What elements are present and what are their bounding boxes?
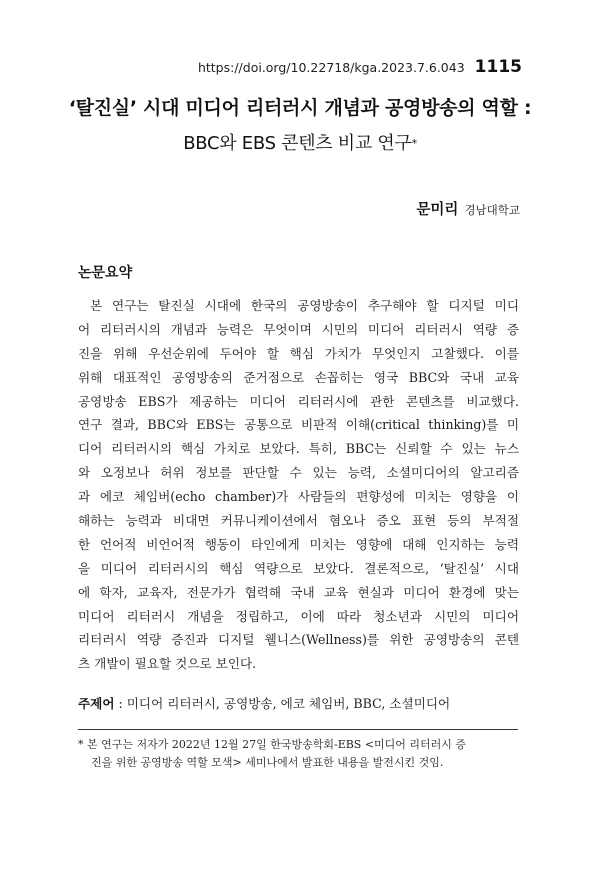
abstract-line: 위해 대표적인 공영방송의 준거점으로 손꼽히는 영국 BBC와 국내 교육 (78, 369, 519, 385)
abstract-line: 진을 위해 우선순위에 두어야 할 핵심 가치가 무엇인지 고찰했다. 이를 (78, 345, 519, 361)
author-affiliation: 경남대학교 (464, 203, 520, 217)
abstract-body (78, 294, 519, 676)
author-block (416, 198, 520, 219)
keywords-label: 주제어 (78, 696, 115, 711)
abstract-line: 연구 결과, BBC와 EBS는 공통으로 비판적 이해(critical thinking)를 미 (78, 417, 519, 433)
title-footnote-marker: * (411, 137, 417, 150)
keywords (78, 693, 450, 712)
abstract-line: 과 에코 체임버(echo chamber)가 사람들의 편향성에 미치는 영향을 이 (78, 489, 519, 505)
keywords-text: 미디어 리터러시, 공영방송, 에코 체임버, BBC, 소셜미디어 (126, 696, 451, 711)
keywords-separator: : (114, 696, 127, 711)
abstract-heading: 논문요약 (78, 265, 133, 281)
page-number: 1115 (474, 57, 522, 77)
abstract-line: 디어 리터러시의 핵심 가치로 보았다. 특히, BBC는 신뢰할 수 있는 뉴스 (78, 441, 519, 457)
footnote (78, 736, 520, 772)
abstract-line: 한 언어적 비언어적 행동이 타인에게 미치는 영향에 대해 인지하는 능력 (78, 536, 519, 552)
paper-subtitle: BBC와 EBS 콘텐츠 비교 연구 (183, 133, 412, 154)
abstract-line: 미디어 리터러시 개념을 정립하고, 이에 따라 청소년과 시민의 미디어 (78, 608, 519, 624)
abstract-line: 본 연구는 탈진실 시대에 한국의 공영방송이 추구해야 할 디지털 미디 (90, 298, 519, 313)
abstract-line: 에 학자, 교육자, 전문가가 협력해 국내 교육 현실과 미디어 환경에 맞는 (78, 584, 519, 600)
abstract-line: 공영방송 EBS가 제공하는 미디어 리터러시에 관한 콘텐츠를 비교했다. (78, 393, 519, 409)
abstract-line: 리터러시 역량 증진과 디지털 웰니스(Wellness)를 위한 공영방송의 콘텐 (78, 632, 519, 648)
footnote-divider (78, 729, 518, 730)
abstract-line: 츠 개발이 필요할 것으로 보인다. (78, 656, 257, 672)
doi-link[interactable]: https://doi.org/10.22718/kga.2023.7.6.043 (197, 60, 465, 75)
footnote-line: 진을 위한 공영방송 역할 모색> 세미나에서 발표한 내용을 발전시킨 것임. (91, 756, 444, 769)
running-header (198, 57, 522, 77)
abstract-line: 와 오정보나 허위 정보를 판단할 수 있는 능력, 소셜미디어의 알고리즘 (78, 465, 519, 481)
abstract-line: 어 리터러시의 개념과 능력은 무엇이며 시민의 미디어 리터러시 역량 증 (78, 321, 519, 337)
abstract-line: 을 미디어 리터러시의 핵심 역량으로 보았다. 결론적으로, ‘탈진실’ 시대 (78, 560, 519, 576)
footnote-line: * 본 연구는 저자가 2022년 12월 27일 한국방송학회-EBS <미디어 리터러시 증 (78, 738, 467, 751)
abstract-line: 해하는 능력과 비대면 커뮤니케이션에서 혐오나 증오 표현 등의 부적절 (78, 513, 519, 529)
paper-title-line2 (0, 129, 600, 155)
paper-title-line1: ‘탈진실’ 시대 미디어 리터러시 개념과 공영방송의 역할 : (68, 97, 532, 119)
author-name: 문미리 (416, 202, 459, 218)
